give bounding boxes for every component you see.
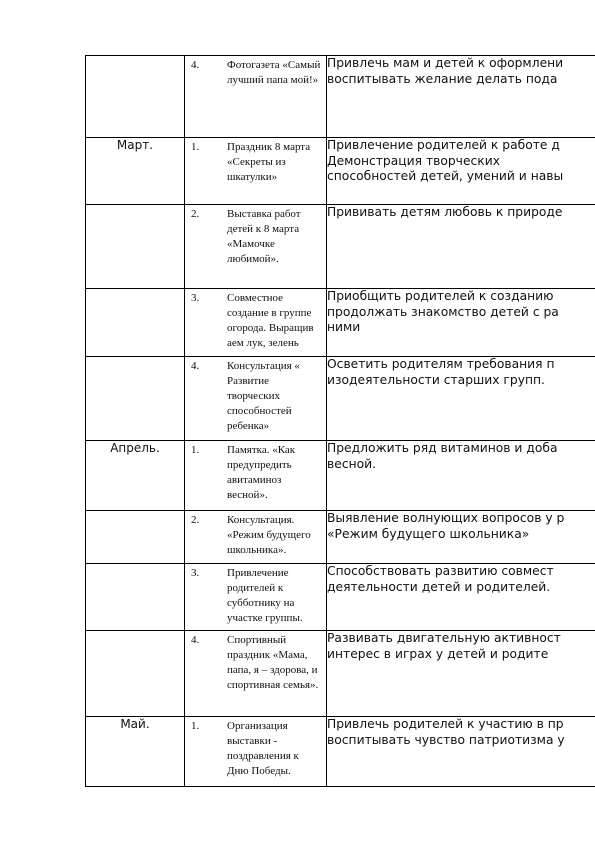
goal-line: Способствовать развитию совмест bbox=[327, 564, 554, 578]
event-cell bbox=[185, 289, 327, 357]
table-row bbox=[86, 289, 595, 357]
event-text: Консультация. «Режим будущего школьника». bbox=[227, 514, 311, 556]
event-cell bbox=[185, 56, 327, 138]
goal-cell bbox=[327, 56, 595, 138]
table-row bbox=[86, 441, 595, 511]
event-cell bbox=[185, 205, 327, 289]
goal-line: весной. bbox=[327, 456, 377, 471]
event-number: 1. bbox=[191, 720, 200, 732]
event-cell bbox=[185, 631, 327, 717]
event-number: 2. bbox=[191, 514, 200, 526]
event-cell bbox=[185, 717, 327, 787]
goal-cell bbox=[327, 205, 595, 289]
event-number: 4. bbox=[191, 59, 200, 71]
month-cell bbox=[86, 205, 185, 289]
table-row bbox=[86, 138, 595, 205]
goal-cell bbox=[327, 357, 595, 441]
goal-cell bbox=[327, 441, 595, 511]
goal-cell bbox=[327, 631, 595, 717]
month-cell: Апрель. bbox=[86, 441, 185, 511]
goal-line: Демонстрация творческих bbox=[327, 153, 500, 168]
month-cell bbox=[86, 56, 185, 138]
month-cell: Март. bbox=[86, 138, 185, 205]
table-row bbox=[86, 717, 595, 787]
goal-line: изодеятельности старших групп. bbox=[327, 372, 545, 387]
month-cell bbox=[86, 357, 185, 441]
goal-cell bbox=[327, 564, 595, 631]
goal-line: Осветить родителям требования п bbox=[327, 357, 555, 371]
goal-line: Привлечь мам и детей к оформлени bbox=[327, 56, 564, 70]
goal-line: деятельности детей и родителей. bbox=[327, 579, 551, 594]
event-text: Организация выставки - поздравления к Дню Победы. bbox=[227, 720, 299, 777]
goal-cell bbox=[327, 717, 595, 787]
goal-line: Предложить ряд витаминов и доба bbox=[327, 441, 558, 455]
event-text: Спортивный праздник «Мама, папа, я – здорова, и спортивная семья». bbox=[227, 634, 319, 691]
event-cell bbox=[185, 511, 327, 564]
event-cell bbox=[185, 138, 327, 205]
goal-line: воспитывать чувство патриотизма у bbox=[327, 732, 565, 747]
goal-line: Выявление волнующих вопросов у р bbox=[327, 511, 565, 525]
table-row bbox=[86, 56, 595, 138]
table-row bbox=[86, 357, 595, 441]
event-text: Фотогазета «Самый лучший папа мой!» bbox=[227, 59, 321, 86]
goal-cell bbox=[327, 289, 595, 357]
goal-line: ними bbox=[327, 320, 361, 334]
table-row bbox=[86, 631, 595, 717]
goal-line: «Режим будущего школьника» bbox=[327, 526, 530, 541]
event-number: 4. bbox=[191, 360, 200, 372]
table-row bbox=[86, 205, 595, 289]
goal-cell bbox=[327, 138, 595, 205]
goal-line: способностей детей, умений и навы bbox=[327, 169, 564, 183]
event-number: 2. bbox=[191, 208, 200, 220]
event-cell bbox=[185, 441, 327, 511]
event-number: 4. bbox=[191, 634, 200, 646]
event-number: 3. bbox=[191, 567, 200, 579]
month-cell bbox=[86, 631, 185, 717]
goal-line: Приобщить родителей к созданию bbox=[327, 289, 554, 303]
month-cell bbox=[86, 564, 185, 631]
goal-cell bbox=[327, 511, 595, 564]
month-cell: Май. bbox=[86, 717, 185, 787]
goal-line: Прививать детям любовь к природе bbox=[327, 205, 563, 219]
event-cell bbox=[185, 357, 327, 441]
table-row bbox=[86, 564, 595, 631]
goal-line: Развивать двигательную активност bbox=[327, 631, 561, 645]
event-cell bbox=[185, 564, 327, 631]
goal-line: Привлечение родителей к работе д bbox=[327, 138, 560, 152]
event-text: Выставка работ детей к 8 марта «Мамочке любимой». bbox=[227, 208, 301, 265]
goal-line: Привлечь родителей к участию в пр bbox=[327, 717, 564, 731]
table-row bbox=[86, 511, 595, 564]
event-number: 3. bbox=[191, 292, 200, 304]
event-text: Совместное создание в группе огорода. Выращив аем лук, зелень bbox=[227, 292, 314, 349]
month-cell bbox=[86, 289, 185, 357]
event-text: Консультация « Развитие творческих способностей ребенка» bbox=[227, 360, 300, 432]
event-text: Праздник 8 марта «Секреты из шкатулки» bbox=[227, 141, 311, 183]
event-text: Памятка. «Как предупредить авитаминоз весной». bbox=[227, 444, 296, 501]
work-plan-table bbox=[85, 55, 595, 787]
month-cell bbox=[86, 511, 185, 564]
event-number: 1. bbox=[191, 444, 200, 456]
event-text: Привлечение родителей к субботнику на участке группы. bbox=[227, 567, 303, 624]
event-number: 1. bbox=[191, 141, 200, 153]
goal-line: интерес в играх у детей и родите bbox=[327, 646, 549, 661]
goal-line: воспитывать желание делать пода bbox=[327, 71, 558, 86]
goal-line: продолжать знакомство детей с ра bbox=[327, 304, 559, 319]
